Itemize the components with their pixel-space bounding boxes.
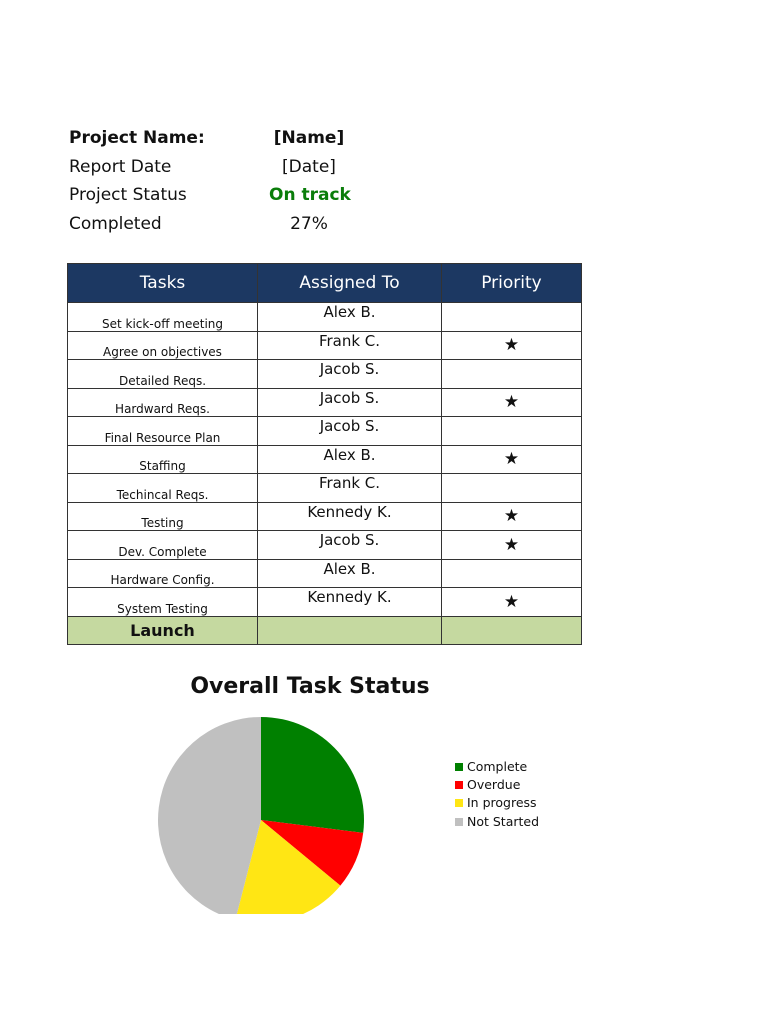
priority-cell: ★ — [442, 588, 582, 617]
legend-item — [455, 776, 539, 794]
project-status-value: On track — [269, 185, 351, 205]
table-row — [68, 360, 582, 389]
task-cell: Hardware Config. — [68, 559, 258, 588]
priority-cell: ★ — [442, 388, 582, 417]
assignee-cell: Kennedy K. — [258, 502, 442, 531]
table-row — [68, 303, 582, 332]
table-row — [68, 331, 582, 360]
tasks-column-header: Tasks — [68, 264, 258, 303]
legend-label: Complete — [467, 759, 528, 774]
legend-item — [455, 758, 539, 776]
completed-value: 27% — [290, 213, 328, 234]
legend-swatch — [455, 763, 463, 771]
legend-swatch — [455, 799, 463, 807]
task-cell: Hardward Reqs. — [68, 388, 258, 417]
launch-priority-cell — [442, 616, 582, 645]
task-cell: Set kick-off meeting — [68, 303, 258, 332]
task-cell: System Testing — [68, 588, 258, 617]
task-cell: Techincal Reqs. — [68, 474, 258, 503]
task-cell: Staffing — [68, 445, 258, 474]
report-date-label: Report Date — [69, 156, 172, 177]
priority-cell: ★ — [442, 331, 582, 360]
legend-label: In progress — [467, 795, 537, 811]
legend-swatch — [455, 818, 463, 826]
priority-cell — [442, 559, 582, 588]
priority-cell — [442, 474, 582, 503]
assignee-cell: Jacob S. — [258, 417, 442, 446]
completed-label: Completed — [69, 213, 162, 234]
pie-slices — [158, 717, 364, 920]
table-row — [68, 588, 582, 617]
chart-legend — [455, 758, 539, 831]
project-name-row — [69, 124, 429, 153]
launch-row — [68, 616, 582, 645]
legend-item — [455, 794, 539, 812]
legend-item — [455, 813, 539, 831]
assignee-cell: Alex B. — [258, 303, 442, 332]
task-cell: Dev. Complete — [68, 531, 258, 560]
task-cell: Testing — [68, 502, 258, 531]
assignee-cell: Jacob S. — [258, 531, 442, 560]
task-cell: Agree on objectives — [68, 331, 258, 360]
project-status-label: Project Status — [69, 185, 187, 205]
project-name-value: [Name] — [273, 128, 345, 148]
assignee-cell: Jacob S. — [258, 388, 442, 417]
pie-slice-complete — [261, 717, 364, 833]
priority-cell — [442, 303, 582, 332]
launch-label: Launch — [68, 616, 258, 645]
assignee-cell: Alex B. — [258, 445, 442, 474]
project-status-row — [69, 181, 429, 210]
priority-cell: ★ — [442, 502, 582, 531]
table-row — [68, 388, 582, 417]
report-date-value: [Date] — [282, 156, 336, 177]
assigned-to-column-header: Assigned To — [258, 264, 442, 303]
task-cell: Detailed Reqs. — [68, 360, 258, 389]
assignee-cell: Frank C. — [258, 474, 442, 503]
table-row — [68, 474, 582, 503]
project-summary — [69, 124, 429, 238]
task-table — [67, 263, 582, 645]
launch-assignee-cell — [258, 616, 442, 645]
assignee-cell: Alex B. — [258, 559, 442, 588]
priority-cell — [442, 417, 582, 446]
task-table-body — [68, 303, 582, 617]
pie-chart — [150, 705, 380, 920]
completed-row — [69, 210, 429, 239]
project-name-label: Project Name: — [69, 128, 205, 148]
chart-title: Overall Task Status — [190, 674, 430, 699]
table-row — [68, 445, 582, 474]
assignee-cell: Kennedy K. — [258, 588, 442, 617]
table-row — [68, 417, 582, 446]
table-row — [68, 559, 582, 588]
task-cell: Final Resource Plan — [68, 417, 258, 446]
table-header-row — [68, 264, 582, 303]
assignee-cell: Frank C. — [258, 331, 442, 360]
table-row — [68, 531, 582, 560]
legend-label: Overdue — [467, 777, 521, 793]
priority-column-header: Priority — [442, 264, 582, 303]
priority-cell: ★ — [442, 445, 582, 474]
priority-cell: ★ — [442, 531, 582, 560]
priority-cell — [442, 360, 582, 389]
assignee-cell: Jacob S. — [258, 360, 442, 389]
legend-label: Not Started — [467, 813, 540, 829]
report-date-row — [69, 153, 429, 182]
table-row — [68, 502, 582, 531]
legend-swatch — [455, 781, 463, 789]
